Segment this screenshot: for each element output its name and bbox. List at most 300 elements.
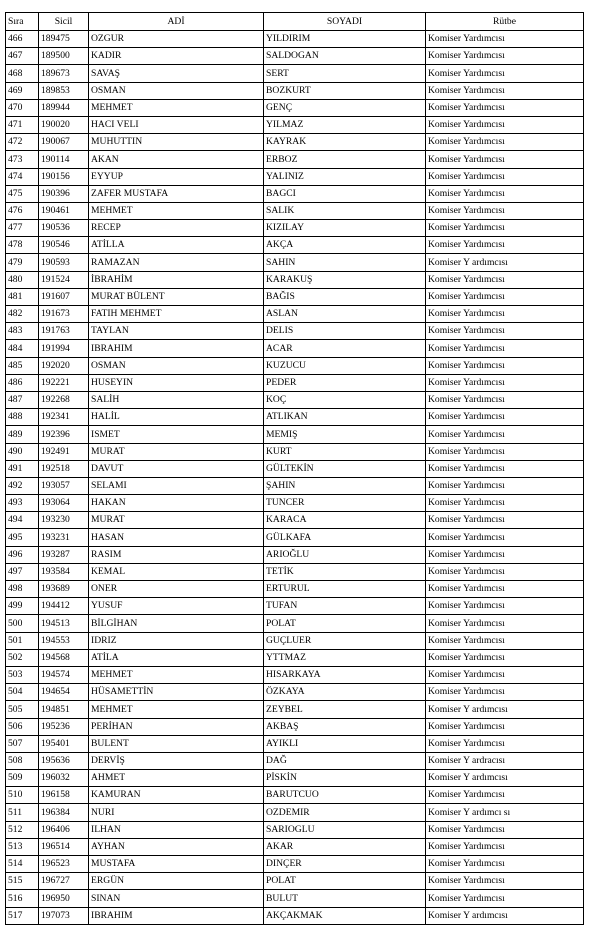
cell-sira: 506 — [6, 718, 39, 735]
cell-sicil: 194654 — [39, 684, 89, 701]
table-row — [6, 890, 584, 907]
cell-soyadi: OZDEMIR — [264, 804, 426, 821]
cell-soyadi: BAGCI — [264, 185, 426, 202]
cell-sicil: 190020 — [39, 116, 89, 133]
cell-sicil: 190156 — [39, 168, 89, 185]
cell-rutbe: Komiser Yardımcısı — [426, 563, 584, 580]
header-sira: Sıra — [6, 13, 39, 31]
table-row — [6, 666, 584, 683]
cell-soyadi: ERBOZ — [264, 151, 426, 168]
cell-soyadi: KARAKUŞ — [264, 271, 426, 288]
cell-rutbe: Komiser Yardımcısı — [426, 357, 584, 374]
cell-adi: SINAN — [89, 890, 264, 907]
table-row — [6, 477, 584, 494]
cell-rutbe: Komiser Yardımcısı — [426, 185, 584, 202]
cell-rutbe: Komiser Yardımcısı — [426, 288, 584, 305]
table-row — [6, 134, 584, 151]
cell-rutbe: Komiser Yardımcısı — [426, 443, 584, 460]
cell-sira: 490 — [6, 443, 39, 460]
cell-adi: ILHAN — [89, 821, 264, 838]
table-row — [6, 563, 584, 580]
cell-sicil: 196727 — [39, 873, 89, 890]
cell-rutbe: Komiser Yardımcısı — [426, 168, 584, 185]
cell-sira: 485 — [6, 357, 39, 374]
cell-adi: MEHMET — [89, 202, 264, 219]
cell-soyadi: KIZILAY — [264, 220, 426, 237]
cell-soyadi: KOÇ — [264, 391, 426, 408]
cell-sira: 497 — [6, 563, 39, 580]
cell-sira: 486 — [6, 374, 39, 391]
cell-sicil: 195636 — [39, 752, 89, 769]
table-row — [6, 82, 584, 99]
cell-sira: 472 — [6, 134, 39, 151]
cell-rutbe: Komiser Y ardımcısı — [426, 770, 584, 787]
cell-rutbe: Komiser Yardımcısı — [426, 460, 584, 477]
cell-soyadi: SALIK — [264, 202, 426, 219]
table-row — [6, 202, 584, 219]
cell-rutbe: Komiser Yardımcısı — [426, 237, 584, 254]
header-adi: ADİ — [89, 13, 264, 31]
cell-sira: 475 — [6, 185, 39, 202]
cell-soyadi: YILDIRIM — [264, 31, 426, 48]
cell-soyadi: YILMAZ — [264, 116, 426, 133]
cell-sicil: 192268 — [39, 391, 89, 408]
cell-soyadi: PEDER — [264, 374, 426, 391]
cell-rutbe: Komiser Yardımcısı — [426, 116, 584, 133]
table-row — [6, 443, 584, 460]
cell-adi: ISMET — [89, 426, 264, 443]
cell-sira: 479 — [6, 254, 39, 271]
cell-soyadi: MEMIŞ — [264, 426, 426, 443]
cell-sicil: 196032 — [39, 770, 89, 787]
personnel-table — [5, 12, 584, 925]
cell-sicil: 195401 — [39, 735, 89, 752]
cell-adi: ATİLA — [89, 649, 264, 666]
table-row — [6, 237, 584, 254]
cell-rutbe: Komiser Yardımcısı — [426, 31, 584, 48]
table-row — [6, 151, 584, 168]
cell-adi: SELAMI — [89, 477, 264, 494]
cell-adi: HAKAN — [89, 495, 264, 512]
cell-sicil: 192341 — [39, 409, 89, 426]
cell-soyadi: BOZKURT — [264, 82, 426, 99]
cell-sicil: 193584 — [39, 563, 89, 580]
cell-soyadi: ACAR — [264, 340, 426, 357]
cell-rutbe: Komiser Yardımcısı — [426, 391, 584, 408]
table-row — [6, 254, 584, 271]
cell-soyadi: YTTMAZ — [264, 649, 426, 666]
cell-sicil: 189853 — [39, 82, 89, 99]
cell-adi: KEMAL — [89, 563, 264, 580]
cell-sicil: 190593 — [39, 254, 89, 271]
cell-sira: 496 — [6, 546, 39, 563]
table-row — [6, 598, 584, 615]
cell-soyadi: AKÇAKMAK — [264, 907, 426, 924]
cell-sicil: 190114 — [39, 151, 89, 168]
table-row — [6, 391, 584, 408]
cell-sira: 512 — [6, 821, 39, 838]
table-row — [6, 306, 584, 323]
cell-sicil: 191524 — [39, 271, 89, 288]
cell-soyadi: DAĞ — [264, 752, 426, 769]
cell-sicil: 193689 — [39, 581, 89, 598]
cell-soyadi: AKÇA — [264, 237, 426, 254]
cell-soyadi: TUNCER — [264, 495, 426, 512]
cell-adi: YUSUF — [89, 598, 264, 615]
cell-rutbe: Komiser Yardımcısı — [426, 684, 584, 701]
table-row — [6, 907, 584, 924]
cell-soyadi: AKBAŞ — [264, 718, 426, 735]
cell-sira: 510 — [6, 787, 39, 804]
cell-adi: RASIM — [89, 546, 264, 563]
table-row — [6, 529, 584, 546]
cell-sira: 478 — [6, 237, 39, 254]
cell-adi: DERVİŞ — [89, 752, 264, 769]
table-row — [6, 168, 584, 185]
cell-adi: MUHUTTIN — [89, 134, 264, 151]
roster-page — [5, 12, 584, 925]
cell-soyadi: ŞAHIN — [264, 477, 426, 494]
cell-sira: 494 — [6, 512, 39, 529]
cell-sira: 477 — [6, 220, 39, 237]
table-row — [6, 581, 584, 598]
cell-adi: MEHMET — [89, 666, 264, 683]
cell-adi: OZGUR — [89, 31, 264, 48]
cell-soyadi: GUÇLUER — [264, 632, 426, 649]
table-row — [6, 409, 584, 426]
cell-sira: 501 — [6, 632, 39, 649]
table-row — [6, 116, 584, 133]
cell-soyadi: TETİK — [264, 563, 426, 580]
cell-sira: 488 — [6, 409, 39, 426]
cell-soyadi: GENÇ — [264, 99, 426, 116]
cell-adi: HÜSAMETTİN — [89, 684, 264, 701]
table-row — [6, 374, 584, 391]
table-row — [6, 838, 584, 855]
cell-adi: AYHAN — [89, 838, 264, 855]
cell-sicil: 193064 — [39, 495, 89, 512]
cell-sira: 468 — [6, 65, 39, 82]
cell-soyadi: KARACA — [264, 512, 426, 529]
cell-soyadi: AYIKLI — [264, 735, 426, 752]
cell-sicil: 191607 — [39, 288, 89, 305]
cell-soyadi: DINÇER — [264, 856, 426, 873]
cell-sicil: 193230 — [39, 512, 89, 529]
cell-soyadi: ARIOĞLU — [264, 546, 426, 563]
cell-soyadi: DELIS — [264, 323, 426, 340]
header-soyadi: SOYADI — [264, 13, 426, 31]
cell-rutbe: Komiser Yardımcısı — [426, 202, 584, 219]
cell-rutbe: Komiser Yardımcısı — [426, 838, 584, 855]
cell-soyadi: SALDOGAN — [264, 48, 426, 65]
cell-sira: 492 — [6, 477, 39, 494]
cell-sira: 511 — [6, 804, 39, 821]
cell-sira: 509 — [6, 770, 39, 787]
cell-sicil: 190536 — [39, 220, 89, 237]
cell-soyadi: SARIOGLU — [264, 821, 426, 838]
cell-sicil: 196514 — [39, 838, 89, 855]
cell-sira: 502 — [6, 649, 39, 666]
cell-sicil: 194568 — [39, 649, 89, 666]
cell-adi: KAMURAN — [89, 787, 264, 804]
cell-sira: 470 — [6, 99, 39, 116]
cell-sicil: 196950 — [39, 890, 89, 907]
cell-sira: 505 — [6, 701, 39, 718]
table-row — [6, 495, 584, 512]
cell-rutbe: Komiser Yardımcısı — [426, 99, 584, 116]
cell-adi: RAMAZAN — [89, 254, 264, 271]
table-body — [6, 31, 584, 925]
cell-sicil: 195236 — [39, 718, 89, 735]
cell-adi: IBRAHIM — [89, 340, 264, 357]
cell-sicil: 192518 — [39, 460, 89, 477]
cell-sira: 481 — [6, 288, 39, 305]
cell-sicil: 192221 — [39, 374, 89, 391]
table-row — [6, 271, 584, 288]
cell-rutbe: Komiser Yardımcısı — [426, 65, 584, 82]
cell-adi: ERGÜN — [89, 873, 264, 890]
cell-rutbe: Komiser Yardımcısı — [426, 873, 584, 890]
cell-rutbe: Komiser Yardımcısı — [426, 787, 584, 804]
cell-adi: OSMAN — [89, 357, 264, 374]
cell-sicil: 190546 — [39, 237, 89, 254]
cell-sira: 504 — [6, 684, 39, 701]
cell-sicil: 189475 — [39, 31, 89, 48]
table-row — [6, 185, 584, 202]
cell-sira: 480 — [6, 271, 39, 288]
cell-sicil: 189500 — [39, 48, 89, 65]
cell-sicil: 190067 — [39, 134, 89, 151]
cell-sira: 491 — [6, 460, 39, 477]
table-row — [6, 701, 584, 718]
table-row — [6, 718, 584, 735]
cell-sicil: 192491 — [39, 443, 89, 460]
table-row — [6, 735, 584, 752]
cell-sicil: 196158 — [39, 787, 89, 804]
cell-sicil: 190461 — [39, 202, 89, 219]
cell-adi: AKAN — [89, 151, 264, 168]
cell-sira: 503 — [6, 666, 39, 683]
table-row — [6, 632, 584, 649]
cell-sira: 487 — [6, 391, 39, 408]
cell-sicil: 196406 — [39, 821, 89, 838]
table-row — [6, 220, 584, 237]
cell-rutbe: Komiser Yardımcısı — [426, 82, 584, 99]
cell-rutbe: Komiser Yardımcısı — [426, 615, 584, 632]
table-row — [6, 323, 584, 340]
cell-sira: 471 — [6, 116, 39, 133]
cell-soyadi: POLAT — [264, 873, 426, 890]
table-row — [6, 512, 584, 529]
cell-sira: 498 — [6, 581, 39, 598]
cell-sicil: 192020 — [39, 357, 89, 374]
cell-rutbe: Komiser Yardımcısı — [426, 735, 584, 752]
cell-adi: MUSTAFA — [89, 856, 264, 873]
cell-rutbe: Komiser Yardımcısı — [426, 374, 584, 391]
cell-adi: MURAT — [89, 443, 264, 460]
cell-adi: İBRAHİM — [89, 271, 264, 288]
table-row — [6, 804, 584, 821]
cell-sicil: 194574 — [39, 666, 89, 683]
cell-rutbe: Komiser Yardımcısı — [426, 134, 584, 151]
table-row — [6, 856, 584, 873]
cell-sira: 495 — [6, 529, 39, 546]
cell-soyadi: ATLIKAN — [264, 409, 426, 426]
cell-soyadi: POLAT — [264, 615, 426, 632]
cell-sira: 489 — [6, 426, 39, 443]
cell-rutbe: Komiser Yardımcısı — [426, 598, 584, 615]
cell-rutbe: Komiser Y ardracısı — [426, 752, 584, 769]
cell-sira: 500 — [6, 615, 39, 632]
cell-sira: 515 — [6, 873, 39, 890]
table-row — [6, 821, 584, 838]
cell-sicil: 193287 — [39, 546, 89, 563]
cell-rutbe: Komiser Yardımcısı — [426, 495, 584, 512]
cell-rutbe: Komiser Yardımcısı — [426, 649, 584, 666]
table-row — [6, 288, 584, 305]
cell-soyadi: GÜLKAFA — [264, 529, 426, 546]
cell-adi: MURAT BÜLENT — [89, 288, 264, 305]
cell-sicil: 189673 — [39, 65, 89, 82]
table-row — [6, 31, 584, 48]
cell-sira: 516 — [6, 890, 39, 907]
cell-soyadi: GÜLTEKİN — [264, 460, 426, 477]
cell-rutbe: Komiser Yardımcısı — [426, 632, 584, 649]
cell-adi: IDRIZ — [89, 632, 264, 649]
cell-adi: OSMAN — [89, 82, 264, 99]
cell-adi: HUSEYIN — [89, 374, 264, 391]
cell-adi: ZAFER MUSTAFA — [89, 185, 264, 202]
cell-sira: 507 — [6, 735, 39, 752]
table-row — [6, 649, 584, 666]
cell-rutbe: Komiser Yardımcısı — [426, 546, 584, 563]
cell-sicil: 190396 — [39, 185, 89, 202]
cell-rutbe: Komiser Yardımcısı — [426, 151, 584, 168]
cell-soyadi: ASLAN — [264, 306, 426, 323]
cell-adi: SALİH — [89, 391, 264, 408]
cell-rutbe: Komiser Yardımcısı — [426, 409, 584, 426]
cell-soyadi: PİSKİN — [264, 770, 426, 787]
table-row — [6, 873, 584, 890]
cell-sira: 467 — [6, 48, 39, 65]
cell-soyadi: ZEYBEL — [264, 701, 426, 718]
cell-soyadi: SAHIN — [264, 254, 426, 271]
cell-sira: 484 — [6, 340, 39, 357]
table-row — [6, 787, 584, 804]
cell-sira: 483 — [6, 323, 39, 340]
cell-soyadi: BULUT — [264, 890, 426, 907]
cell-rutbe: Komiser Yardımcısı — [426, 666, 584, 683]
cell-soyadi: SERT — [264, 65, 426, 82]
cell-sicil: 191673 — [39, 306, 89, 323]
table-header-row — [6, 13, 584, 31]
cell-rutbe: Komiser Yardımcısı — [426, 48, 584, 65]
table-row — [6, 615, 584, 632]
cell-soyadi: KUZUCU — [264, 357, 426, 374]
cell-rutbe: Komiser Yardımcısı — [426, 581, 584, 598]
cell-sicil: 197073 — [39, 907, 89, 924]
cell-adi: KADIR — [89, 48, 264, 65]
cell-sicil: 196523 — [39, 856, 89, 873]
table-row — [6, 752, 584, 769]
cell-adi: AHMET — [89, 770, 264, 787]
cell-soyadi: KURT — [264, 443, 426, 460]
cell-adi: BULENT — [89, 735, 264, 752]
cell-rutbe: Komiser Yardımcısı — [426, 306, 584, 323]
cell-sicil: 193231 — [39, 529, 89, 546]
cell-adi: ONER — [89, 581, 264, 598]
cell-soyadi: ÖZKAYA — [264, 684, 426, 701]
cell-sicil: 194513 — [39, 615, 89, 632]
cell-rutbe: Komiser Yardımcısı — [426, 220, 584, 237]
table-row — [6, 357, 584, 374]
cell-adi: FATIH MEHMET — [89, 306, 264, 323]
cell-soyadi: KAYRAK — [264, 134, 426, 151]
table-row — [6, 99, 584, 116]
table-row — [6, 460, 584, 477]
table-row — [6, 684, 584, 701]
cell-sicil: 196384 — [39, 804, 89, 821]
cell-adi: MEHMET — [89, 701, 264, 718]
cell-sicil: 192396 — [39, 426, 89, 443]
cell-rutbe: Komiser Yardımcısı — [426, 890, 584, 907]
cell-sira: 466 — [6, 31, 39, 48]
cell-sicil: 189944 — [39, 99, 89, 116]
cell-adi: EYYUP — [89, 168, 264, 185]
cell-adi: BİLGİHAN — [89, 615, 264, 632]
cell-sicil: 194553 — [39, 632, 89, 649]
cell-soyadi: HISARKAYA — [264, 666, 426, 683]
cell-sicil: 194851 — [39, 701, 89, 718]
cell-rutbe: Komiser Y ardımcı sı — [426, 804, 584, 821]
cell-sira: 473 — [6, 151, 39, 168]
cell-sicil: 193057 — [39, 477, 89, 494]
cell-rutbe: Komiser Y ardımcısı — [426, 254, 584, 271]
table-row — [6, 65, 584, 82]
table-row — [6, 546, 584, 563]
cell-adi: ATİLLA — [89, 237, 264, 254]
cell-adi: HASAN — [89, 529, 264, 546]
cell-adi: HACI VELI — [89, 116, 264, 133]
cell-rutbe: Komiser Yardımcısı — [426, 323, 584, 340]
cell-adi: NURI — [89, 804, 264, 821]
cell-soyadi: ERTURUL — [264, 581, 426, 598]
cell-sira: 499 — [6, 598, 39, 615]
cell-rutbe: Komiser Yardımcısı — [426, 856, 584, 873]
cell-sicil: 191994 — [39, 340, 89, 357]
cell-soyadi: BARUTCUO — [264, 787, 426, 804]
cell-rutbe: Komiser Yardımcısı — [426, 512, 584, 529]
cell-adi: MEHMET — [89, 99, 264, 116]
header-sicil: Sicil — [39, 13, 89, 31]
cell-sira: 514 — [6, 856, 39, 873]
cell-rutbe: Komiser Yardımcısı — [426, 718, 584, 735]
cell-soyadi: YALINIZ — [264, 168, 426, 185]
cell-sicil: 194412 — [39, 598, 89, 615]
cell-rutbe: Komiser Yardımcısı — [426, 529, 584, 546]
cell-rutbe: Komiser Yardımcısı — [426, 477, 584, 494]
cell-sicil: 191763 — [39, 323, 89, 340]
cell-adi: HALİL — [89, 409, 264, 426]
cell-rutbe: Komiser Yardımcısı — [426, 271, 584, 288]
cell-sira: 482 — [6, 306, 39, 323]
cell-rutbe: Komiser Yardımcısı — [426, 821, 584, 838]
cell-soyadi: TUFAN — [264, 598, 426, 615]
cell-rutbe: Komiser Yardımcısı — [426, 426, 584, 443]
cell-soyadi: AKAR — [264, 838, 426, 855]
cell-sira: 517 — [6, 907, 39, 924]
table-row — [6, 426, 584, 443]
